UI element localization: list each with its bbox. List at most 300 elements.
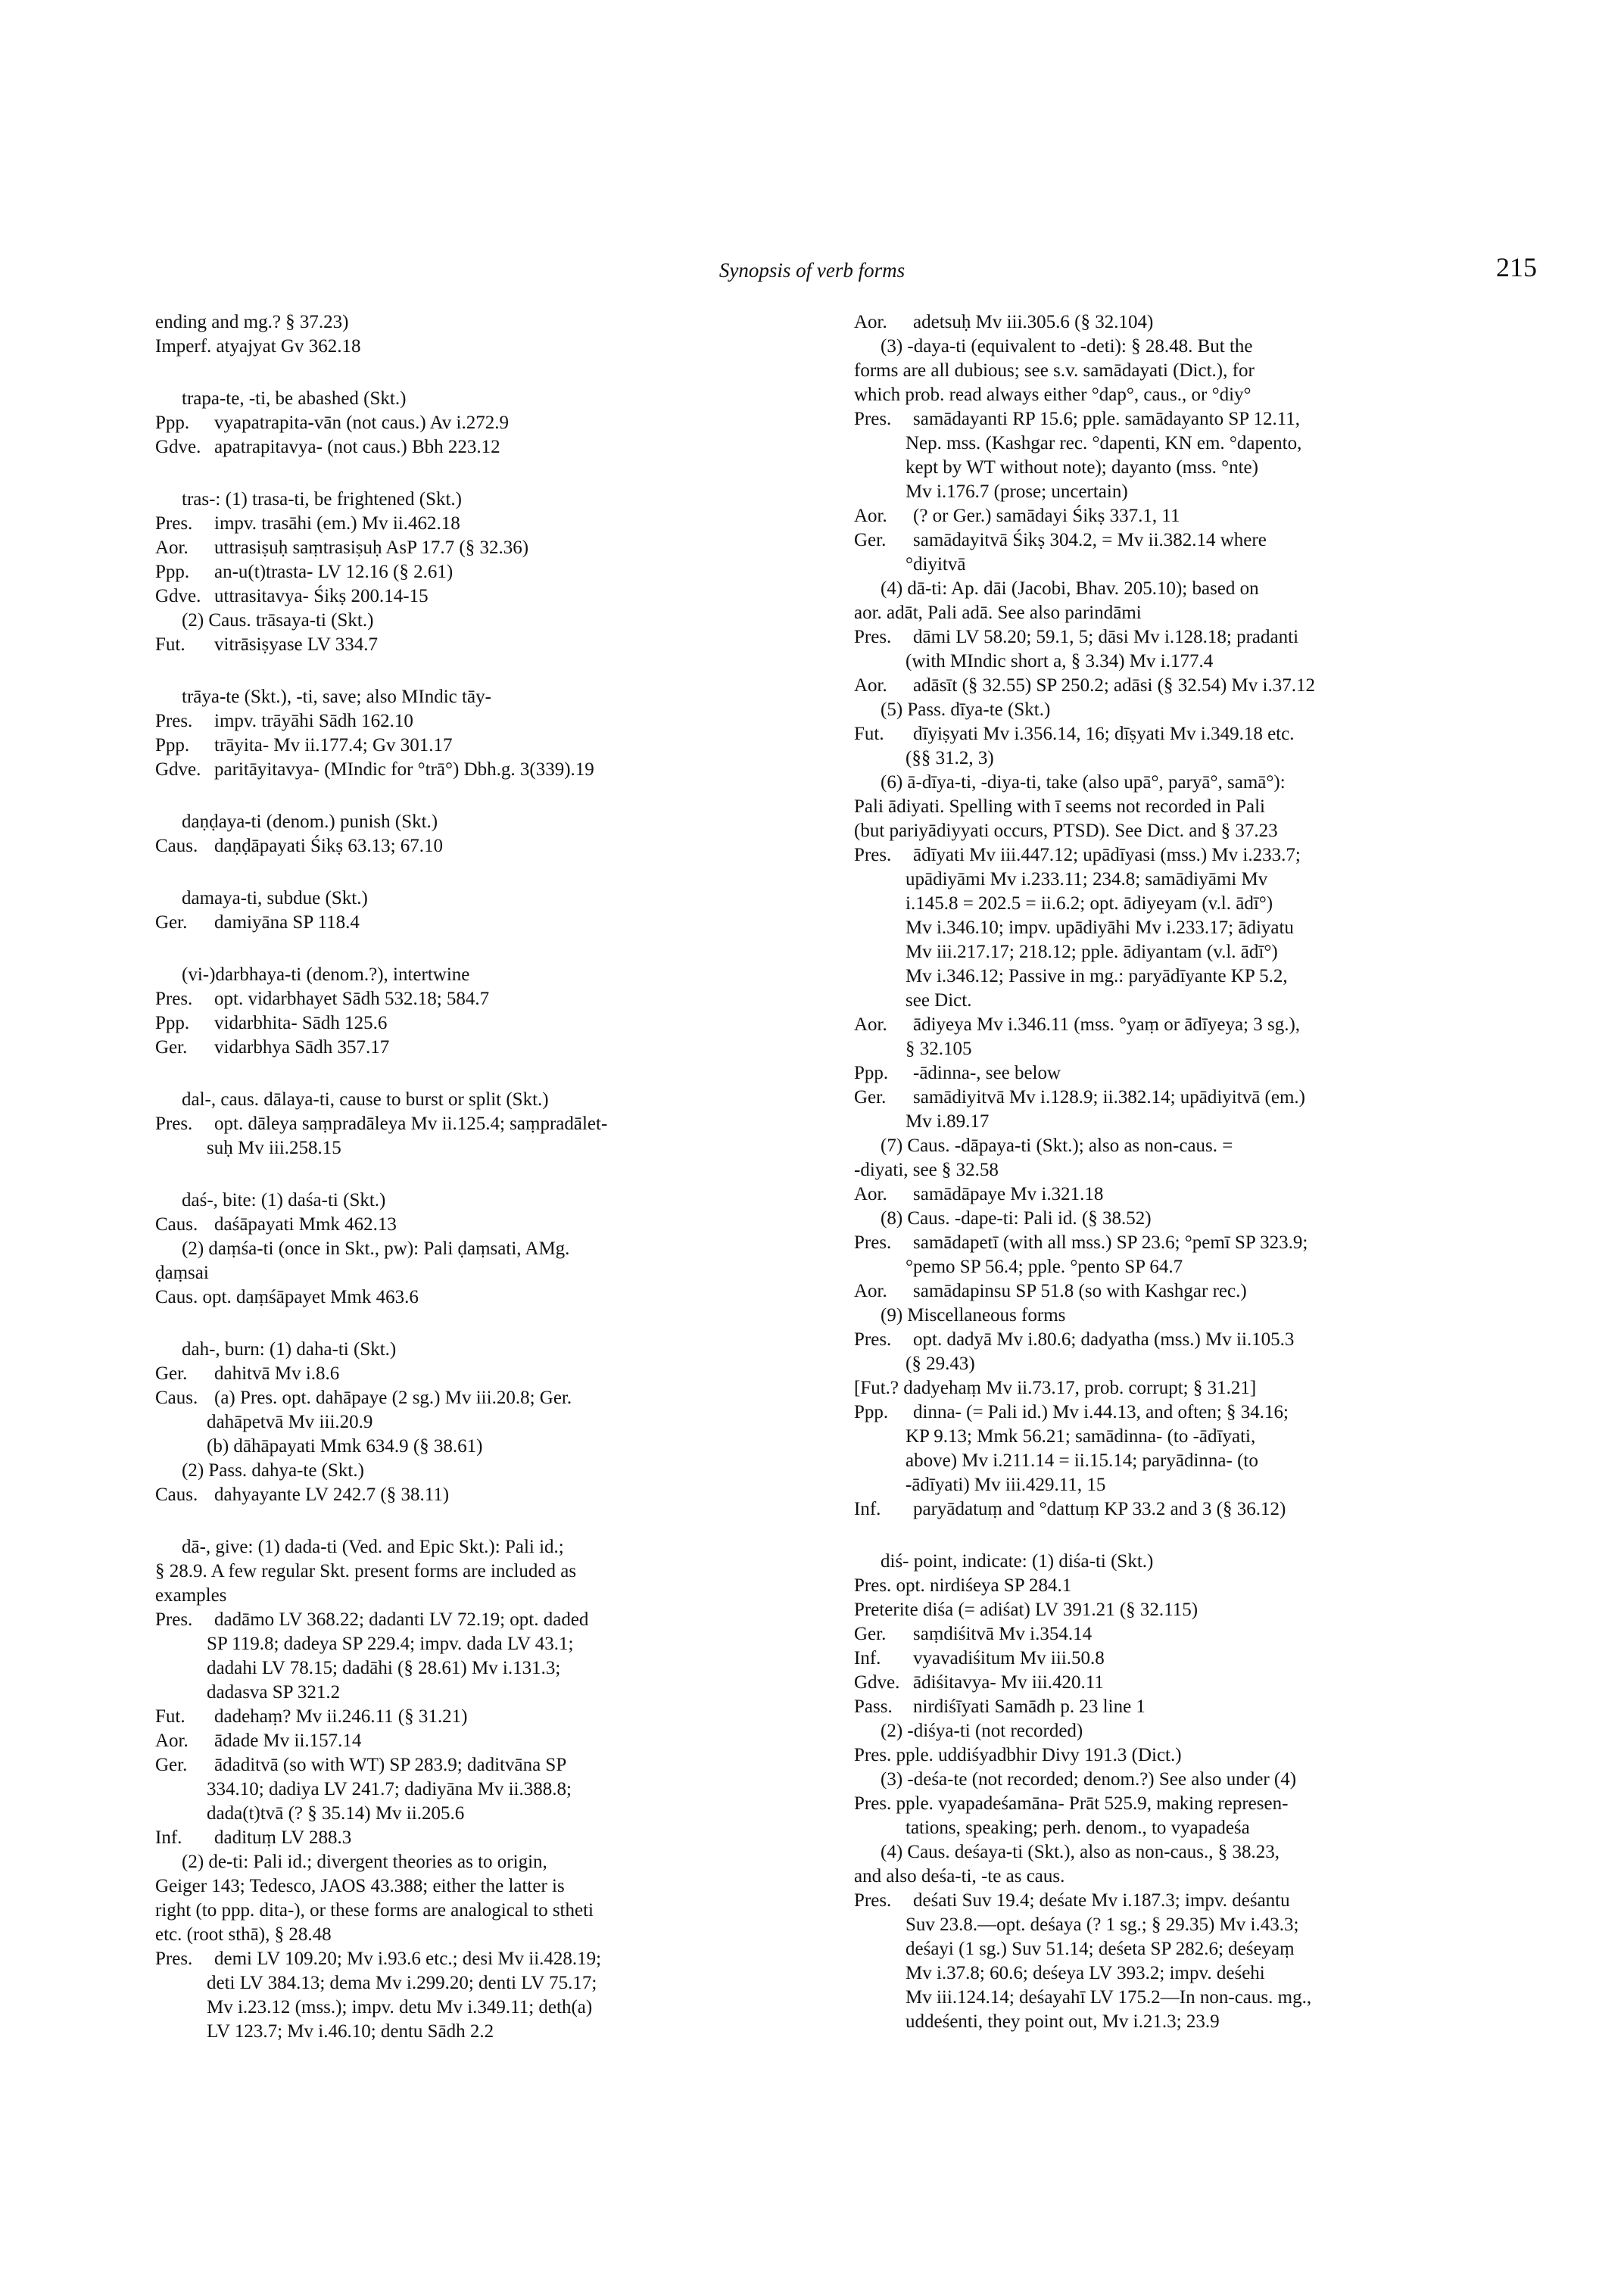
dictionary-entry <box>854 1550 1534 2034</box>
form-text: Nep. mss. (Kashgar rec. °dapenti, KN em. °dapento, <box>906 433 1302 453</box>
entry-line <box>155 1088 821 1112</box>
entry-line <box>854 964 1534 989</box>
form-text: dadāmo LV 368.22; dadanti LV 72.19; opt. daded <box>214 1609 589 1630</box>
form-text: aor. adāt, Pali adā. See also parindāmi <box>854 603 1142 623</box>
entry-line <box>155 584 821 609</box>
left-column <box>155 310 821 2072</box>
form-text: Geiger 143; Tedesco, JAOS 43.388; either the latter is <box>155 1876 565 1896</box>
form-label: Ger. <box>155 912 188 933</box>
entry-line <box>854 1986 1534 2010</box>
entry-line <box>854 431 1534 456</box>
form-text: ādiśitavya- Mv iii.420.11 <box>913 1672 1104 1693</box>
dictionary-entry <box>155 1338 821 1507</box>
form-text: vidarbhya Sādh 357.17 <box>214 1037 390 1058</box>
entry-line <box>854 1598 1534 1622</box>
entry-line <box>854 892 1534 916</box>
form-label: Caus. <box>155 1388 198 1408</box>
entry-line <box>854 1622 1534 1647</box>
form-text: deśayi (1 sg.) Suv 51.14; deśeta SP 282.6; deśeyaṃ <box>906 1939 1295 1959</box>
entry-line <box>155 1213 821 1237</box>
form-text: opt. dāleya saṃpradāleya Mv ii.125.4; saṃpradālet- <box>214 1114 608 1134</box>
entry-line <box>155 1802 821 1826</box>
form-text: dahyayante LV 242.7 (§ 38.11) <box>214 1485 450 1505</box>
entry-line <box>854 989 1534 1013</box>
form-text: dahāpetvā Mv iii.20.9 <box>207 1412 373 1432</box>
entry-line <box>155 911 821 935</box>
entry-line <box>155 1237 821 1261</box>
form-text: demi LV 109.20; Mv i.93.6 etc.; desi Mv ii.428.19; <box>214 1949 602 1969</box>
form-text: Mv i.176.7 (prose; uncertain) <box>906 481 1128 502</box>
form-text: vyapatrapita-vān (not caus.) Av i.272.9 <box>214 413 510 433</box>
entry-line <box>854 940 1534 964</box>
entry-line <box>854 383 1534 407</box>
form-text: trāyita- Mv ii.177.4; Gv 301.17 <box>214 735 453 756</box>
entry-line <box>854 1574 1534 1598</box>
form-text: adetsuḥ Mv iii.305.6 (§ 32.104) <box>913 312 1154 332</box>
entry-line <box>854 1449 1534 1473</box>
form-text: LV 123.7; Mv i.46.10; dentu Sādh 2.2 <box>207 2021 494 2042</box>
entry-line <box>854 1328 1534 1352</box>
form-text: forms are all dubious; see s.v. samādayati (Dict.), for <box>854 360 1255 381</box>
form-text: dadahi LV 78.15; dadāhi (§ 28.61) Mv i.131.3; <box>207 1658 561 1678</box>
form-text: trapa-te, -ti, be abashed (Skt.) <box>182 388 407 409</box>
form-text: dīyiṣyati Mv i.356.14, 16; dīṣyati Mv i.349.18 etc. <box>913 724 1295 744</box>
form-text: SP 119.8; dadeya SP 229.4; impv. dada LV 43.1; <box>207 1634 574 1654</box>
entry-line <box>854 1425 1534 1449</box>
form-label: Inf. <box>155 1827 182 1848</box>
entry-line <box>854 1182 1534 1207</box>
form-text: Pali ādiyati. Spelling with ī seems not recorded in Pali <box>854 796 1265 817</box>
entry-line <box>155 1036 821 1060</box>
form-label: Aor. <box>854 1014 887 1035</box>
entry-line <box>854 1037 1534 1061</box>
entry-line <box>155 1705 821 1729</box>
entry-line <box>155 1011 821 1036</box>
form-text: deti LV 384.13; dema Mv i.299.20; denti LV 75.17; <box>207 1973 597 1993</box>
form-label: Ppp. <box>155 562 190 582</box>
form-label: Ger. <box>155 1363 188 1384</box>
entry-line <box>155 1338 821 1362</box>
form-text: dadituṃ LV 288.3 <box>214 1827 352 1848</box>
form-text: damaya-ti, subdue (Skt.) <box>182 888 368 908</box>
form-text: (4) dā-ti: Ap. dāi (Jacobi, Bhav. 205.10); based on <box>881 578 1259 599</box>
form-text: dahitvā Mv i.8.6 <box>214 1363 340 1384</box>
form-text: deśati Suv 19.4; deśate Mv i.187.3; impv. deśantu <box>913 1890 1290 1911</box>
form-text: dā-, give: (1) dada-ti (Ved. and Epic Skt.): Pali id.; <box>182 1537 564 1557</box>
entry-line <box>854 795 1534 819</box>
entry-line <box>155 560 821 584</box>
form-label: Caus. <box>155 836 198 856</box>
form-label: Ger. <box>854 1624 887 1644</box>
form-text: § 32.105 <box>906 1039 972 1059</box>
entry-line <box>155 2020 821 2044</box>
entry-line <box>854 1768 1534 1792</box>
form-text: kept by WT without note); dayanto (mss. °nte) <box>906 457 1258 478</box>
entry-line <box>854 1013 1534 1037</box>
form-label: Ppp. <box>155 735 190 756</box>
form-text: (2) daṃśa-ti (once in Skt., pw): Pali ḍaṃsati, AMg. <box>182 1238 570 1259</box>
entry-line <box>854 1352 1534 1376</box>
right-column <box>854 310 1534 2062</box>
entry-line <box>155 1136 821 1161</box>
form-text: samādapetī (with all mss.) SP 23.6; °pemī SP 323.9; <box>913 1232 1308 1253</box>
entry-line <box>854 1695 1534 1719</box>
entry-line <box>155 1874 821 1899</box>
form-text: daṇḍaya-ti (denom.) punish (Skt.) <box>182 812 438 832</box>
form-text: vitrāsiṣyase LV 334.7 <box>214 634 378 655</box>
dictionary-entry <box>155 1088 821 1161</box>
form-text: (vi-)darbhaya-ti (denom.?), intertwine <box>182 964 470 985</box>
entry-line <box>155 1608 821 1632</box>
entry-line <box>854 1671 1534 1695</box>
entry-line <box>854 819 1534 843</box>
entry-line <box>155 1410 821 1435</box>
entry-line <box>155 1729 821 1753</box>
form-text: (2) Caus. trāsaya-ti (Skt.) <box>182 610 374 631</box>
form-text: KP 9.13; Mmk 56.21; samādinna- (to -ādīyati, <box>906 1426 1256 1447</box>
entry-line <box>155 1112 821 1136</box>
entry-line <box>155 1362 821 1386</box>
entry-line <box>854 1304 1534 1328</box>
entry-line <box>155 1947 821 1971</box>
form-label: Ppp. <box>155 413 190 433</box>
form-text: above) Mv i.211.14 = ii.15.14; paryādinna- (to <box>906 1450 1258 1471</box>
form-text: diś- point, indicate: (1) diśa-ti (Skt.) <box>881 1551 1154 1572</box>
entry-line <box>854 1134 1534 1158</box>
form-text: Mv iii.124.14; deśayahī LV 175.2—In non-caus. mg., <box>906 1987 1312 2008</box>
form-text: ādaditvā (so with WT) SP 283.9; daditvāna SP <box>214 1755 567 1775</box>
entry-line <box>854 601 1534 625</box>
form-text: (§§ 31.2, 3) <box>906 748 994 768</box>
form-text: ending and mg.? § 37.23) <box>155 312 349 332</box>
entry-line <box>155 1632 821 1656</box>
entry-line <box>155 1777 821 1802</box>
entry-line <box>155 310 821 335</box>
entry-line <box>155 1459 821 1483</box>
form-text: daś-, bite: (1) daśa-ti (Skt.) <box>182 1190 386 1210</box>
form-text: Caus. opt. daṃśāpayet Mmk 463.6 <box>155 1287 419 1307</box>
form-text: °pemo SP 56.4; pple. °pento SP 64.7 <box>906 1257 1183 1277</box>
entry-line <box>854 868 1534 892</box>
entry-line <box>155 963 821 987</box>
dictionary-entry <box>155 488 821 657</box>
entry-line <box>854 310 1534 335</box>
form-label: Gdve. <box>155 437 201 457</box>
entry-line <box>854 771 1534 795</box>
dictionary-entry <box>854 310 1534 1522</box>
form-text: dah-, burn: (1) daha-ti (Skt.) <box>182 1339 397 1360</box>
entry-line <box>155 734 821 758</box>
entry-line <box>854 843 1534 868</box>
entry-line <box>155 1971 821 1995</box>
form-text: -diyati, see § 32.58 <box>854 1160 999 1180</box>
entry-line <box>854 1376 1534 1400</box>
entry-line <box>854 1207 1534 1231</box>
form-text: Mv i.346.12; Passive in mg.: paryādīyante KP 5.2, <box>906 966 1288 986</box>
entry-line <box>155 1923 821 1947</box>
form-text: (9) Miscellaneous forms <box>881 1305 1066 1326</box>
form-text: dada(t)tvā (? § 35.14) Mv ii.205.6 <box>207 1803 465 1824</box>
entry-line <box>155 1753 821 1777</box>
form-label: Pres. <box>155 989 193 1009</box>
form-text: dāmi LV 58.20; 59.1, 5; dāsi Mv i.128.18; pradanti <box>913 627 1299 647</box>
form-text: (4) Caus. deśaya-ti (Skt.), also as non-caus., § 38.23, <box>881 1842 1280 1862</box>
entry-line <box>155 1261 821 1285</box>
form-text: uttrasiṣuḥ saṃtrasiṣuḥ AsP 17.7 (§ 32.36) <box>214 537 529 558</box>
form-label: Aor. <box>854 312 887 332</box>
form-text: tations, speaking; perh. denom., to vyapadeśa <box>906 1818 1250 1838</box>
form-text: (2) Pass. dahya-te (Skt.) <box>182 1460 364 1481</box>
entry-line <box>854 335 1534 359</box>
entry-line <box>854 1400 1534 1425</box>
form-text: (2) -diśya-ti (not recorded) <box>881 1721 1083 1741</box>
form-label: Fut. <box>854 724 884 744</box>
entry-line <box>854 1647 1534 1671</box>
entry-line <box>155 435 821 460</box>
form-label: Aor. <box>155 537 189 558</box>
form-text: § 28.9. A few regular Skt. present forms are included as <box>155 1561 577 1581</box>
entry-line <box>155 1435 821 1459</box>
form-text: °diyitvā <box>906 554 966 575</box>
entry-line <box>155 1826 821 1850</box>
running-title: Synopsis of verb forms <box>718 259 906 282</box>
entry-line <box>854 722 1534 746</box>
entry-line <box>155 411 821 435</box>
entry-line <box>155 886 821 911</box>
form-label: Inf. <box>854 1499 881 1519</box>
entry-line <box>854 1110 1534 1134</box>
entry-line <box>854 1061 1534 1086</box>
form-text: upādiyāmi Mv i.233.11; 234.8; samādiyāmi Mv <box>906 869 1268 889</box>
dictionary-entry <box>155 963 821 1060</box>
entry-line <box>155 1189 821 1213</box>
entry-line <box>155 1386 821 1410</box>
entry-line <box>155 1559 821 1584</box>
form-text: Suv 23.8.—opt. deśaya (? 1 sg.; § 29.35) Mv i.43.3; <box>906 1914 1299 1935</box>
form-text: uttrasitavya- Śikṣ 200.14-15 <box>214 586 429 606</box>
entry-line <box>854 1550 1534 1574</box>
dictionary-entry <box>155 310 821 359</box>
entry-line <box>155 1584 821 1608</box>
form-text: i.145.8 = 202.5 = ii.6.2; opt. ādiyeyam (v.l. ādī°) <box>906 893 1273 914</box>
entry-line <box>854 504 1534 528</box>
entry-line <box>155 834 821 858</box>
form-text: adāsīt (§ 32.55) SP 250.2; adāsi (§ 32.54) Mv i.37.12 <box>913 675 1315 696</box>
form-text: (5) Pass. dīya-te (Skt.) <box>881 699 1051 720</box>
dictionary-entry <box>155 810 821 858</box>
entry-line <box>854 456 1534 480</box>
entry-line <box>854 1473 1534 1497</box>
entry-line <box>854 916 1534 940</box>
form-text: paritāyitavya- (MIndic for °trā°) Dbh.g. 3(339).19 <box>214 759 594 780</box>
entry-line <box>155 685 821 709</box>
form-text: right (to ppp. dita-), or these forms are analogical to stheti <box>155 1900 594 1921</box>
entry-line <box>854 1158 1534 1182</box>
entry-line <box>854 577 1534 601</box>
form-label: Ppp. <box>854 1402 889 1422</box>
form-text: Pres. opt. nirdiśeya SP 284.1 <box>854 1575 1072 1596</box>
form-text: ādīyati Mv iii.447.12; upādīyasi (mss.) Mv i.233.7; <box>913 845 1301 865</box>
form-text: Pres. pple. uddiśyadbhir Divy 191.3 (Dict.) <box>854 1745 1182 1765</box>
entry-line <box>854 625 1534 650</box>
entry-line <box>854 1086 1534 1110</box>
form-label: Pres. <box>155 513 193 534</box>
form-text: an-u(t)trasta- LV 12.16 (§ 2.61) <box>214 562 454 582</box>
form-text: examples <box>155 1585 227 1606</box>
form-text: Mv iii.217.17; 218.12; pple. ādiyantam (v.l. ādī°) <box>906 942 1278 962</box>
form-text: tras-: (1) trasa-ti, be frightened (Skt.) <box>182 489 463 509</box>
form-text: samādāpaye Mv i.321.18 <box>913 1184 1104 1204</box>
form-label: Aor. <box>854 1281 887 1301</box>
form-text: samādayanti RP 15.6; pple. samādayanto SP 12.11, <box>913 409 1301 429</box>
form-text: dinna- (= Pali id.) Mv i.44.13, and often; § 34.16; <box>913 1402 1289 1422</box>
form-label: Gdve. <box>854 1672 900 1693</box>
form-text: (3) -daya-ti (equivalent to -deti): § 28.48. But the <box>881 336 1253 357</box>
entry-line <box>155 1535 821 1559</box>
form-text: Imperf. atyajyat Gv 362.18 <box>155 336 361 357</box>
form-text: (7) Caus. -dāpaya-ti (Skt.); also as non-caus. = <box>881 1136 1233 1156</box>
entry-line <box>854 746 1534 771</box>
form-label: Ger. <box>155 1755 188 1775</box>
form-text: (2) de-ti: Pali id.; divergent theories as to origin, <box>182 1852 547 1872</box>
entry-line <box>155 1285 821 1310</box>
form-text: -ādinna-, see below <box>913 1063 1061 1083</box>
form-text: vidarbhita- Sādh 125.6 <box>214 1013 388 1033</box>
form-text: (3) -deśa-te (not recorded; denom.?) See also under (4) <box>881 1769 1297 1790</box>
entry-line <box>155 609 821 633</box>
form-text: (with MIndic short a, § 3.34) Mv i.177.4 <box>906 651 1214 671</box>
form-label: Pres. <box>854 1329 892 1350</box>
entry-line <box>854 1840 1534 1865</box>
form-text: [Fut.? dadyehaṃ Mv ii.73.17, prob. corrupt; § 31.21] <box>854 1378 1257 1398</box>
form-label: Pres. <box>854 1890 892 1911</box>
form-text: daṇḍāpayati Śikṣ 63.13; 67.10 <box>214 836 444 856</box>
form-label: Pres. <box>854 845 892 865</box>
entry-line <box>155 1850 821 1874</box>
entry-line <box>155 512 821 536</box>
form-label: Caus. <box>155 1485 198 1505</box>
form-label: Ppp. <box>155 1013 190 1033</box>
form-label: Pass. <box>854 1696 893 1717</box>
form-text: opt. dadyā Mv i.80.6; dadyatha (mss.) Mv ii.105.3 <box>913 1329 1295 1350</box>
page-number: 215 <box>1496 252 1537 282</box>
form-text: ādade Mv ii.157.14 <box>214 1731 362 1751</box>
form-label: Pres. <box>155 1609 193 1630</box>
entry-line <box>854 1497 1534 1522</box>
dictionary-entry <box>155 387 821 460</box>
entry-line <box>155 1656 821 1681</box>
form-text: see Dict. <box>906 990 972 1011</box>
form-text: Mv i.37.8; 60.6; deśeya LV 393.2; impv. deśehi <box>906 1963 1265 1983</box>
form-text: Mv i.346.10; impv. upādiyāhi Mv i.233.17; ādiyatu <box>906 918 1294 938</box>
form-text: paryādatuṃ and °dattuṃ KP 33.2 and 3 (§ 36.12) <box>913 1499 1286 1519</box>
form-label: Ger. <box>155 1037 188 1058</box>
entry-line <box>854 1913 1534 1937</box>
entry-line <box>854 1865 1534 1889</box>
form-label: Aor. <box>155 1731 189 1751</box>
form-text: trāya-te (Skt.), -ti, save; also MIndic tāy- <box>182 687 491 707</box>
entry-line <box>155 387 821 411</box>
form-text: dadasva SP 321.2 <box>207 1682 341 1703</box>
form-text: samādiyitvā Mv i.128.9; ii.382.14; upādiyitvā (em.) <box>913 1087 1305 1108</box>
form-text: (? or Ger.) samādayi Śikṣ 337.1, 11 <box>913 506 1180 526</box>
form-label: Caus. <box>155 1214 198 1235</box>
form-label: Aor. <box>854 675 887 696</box>
form-label: Pres. <box>155 1949 193 1969</box>
form-text: apatrapitavya- (not caus.) Bbh 223.12 <box>214 437 500 457</box>
entry-line <box>854 1231 1534 1255</box>
form-label: Gdve. <box>155 759 201 780</box>
entry-line <box>854 359 1534 383</box>
form-text: dal-, caus. dālaya-ti, cause to burst or split (Skt.) <box>182 1089 549 1110</box>
form-text: (6) ā-dīya-ti, -diya-ti, take (also upā°, paryā°, samā°): <box>881 772 1286 793</box>
entry-line <box>155 488 821 512</box>
entry-line <box>155 709 821 734</box>
entry-line <box>854 407 1534 431</box>
entry-line <box>155 1681 821 1705</box>
form-text: etc. (root sthā), § 28.48 <box>155 1924 332 1945</box>
form-text: (8) Caus. -dape-ti: Pali id. (§ 38.52) <box>881 1208 1152 1229</box>
form-text: damiyāna SP 118.4 <box>214 912 360 933</box>
form-text: (a) Pres. opt. dahāpaye (2 sg.) Mv iii.20.8; Ger. <box>214 1388 572 1408</box>
entry-line <box>854 650 1534 674</box>
dictionary-entry <box>155 685 821 782</box>
form-text: suḥ Mv iii.258.15 <box>207 1138 341 1158</box>
form-label: Pres. <box>854 1232 892 1253</box>
dictionary-entry <box>155 1189 821 1310</box>
form-text: impv. trāyāhi Sādh 162.10 <box>214 711 413 731</box>
form-label: Pres. <box>155 711 193 731</box>
form-text: samādayitvā Śikṣ 304.2, = Mv ii.382.14 where <box>913 530 1267 550</box>
entry-line <box>854 1743 1534 1768</box>
form-label: Ger. <box>854 530 887 550</box>
form-text: Mv i.23.12 (mss.); impv. detu Mv i.349.11; deth(a) <box>207 1997 593 2017</box>
entry-line <box>854 1816 1534 1840</box>
form-label: Pres. <box>155 1114 193 1134</box>
form-text: (§ 29.43) <box>906 1354 975 1374</box>
entry-line <box>155 1483 821 1507</box>
form-text: vyavadiśitum Mv iii.50.8 <box>913 1648 1105 1668</box>
form-label: Aor. <box>854 1184 887 1204</box>
form-text: samādapinsu SP 51.8 (so with Kashgar rec.) <box>913 1281 1247 1301</box>
entry-line <box>854 1961 1534 1986</box>
form-label: Fut. <box>155 634 185 655</box>
entry-line <box>854 480 1534 504</box>
form-text: daśāpayati Mmk 462.13 <box>214 1214 397 1235</box>
form-label: Ppp. <box>854 1063 889 1083</box>
form-label: Inf. <box>854 1648 881 1668</box>
form-text: (but pariyādiyyati occurs, PTSD). See Dict. and § 37.23 <box>854 821 1278 841</box>
page-header <box>0 250 1624 295</box>
form-text: -ādīyati) Mv iii.429.11, 15 <box>906 1475 1106 1495</box>
entry-line <box>155 758 821 782</box>
entry-line <box>854 1255 1534 1279</box>
entry-line <box>854 1719 1534 1743</box>
form-label: Gdve. <box>155 586 201 606</box>
entry-line <box>155 810 821 834</box>
form-label: Pres. <box>854 627 892 647</box>
entry-line <box>854 1792 1534 1816</box>
entry-line <box>854 2010 1534 2034</box>
entry-line <box>155 987 821 1011</box>
form-text: Pres. pple. vyapadeśamāna- Prāt 525.9, making represen- <box>854 1793 1289 1814</box>
entry-line <box>155 335 821 359</box>
form-text: saṃdiśitvā Mv i.354.14 <box>913 1624 1093 1644</box>
form-label: Pres. <box>854 409 892 429</box>
dictionary-entry <box>155 886 821 935</box>
entry-line <box>854 698 1534 722</box>
entry-line <box>854 553 1534 577</box>
